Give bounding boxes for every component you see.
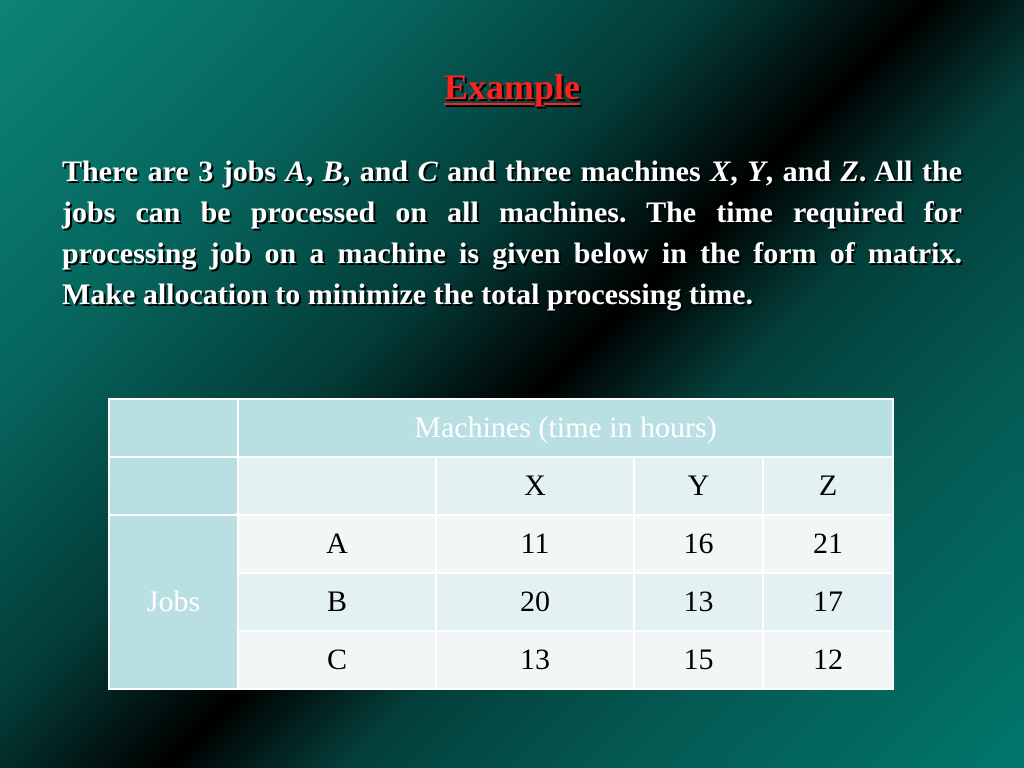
row-label-c: C (238, 631, 436, 689)
table-corner-cell (109, 399, 238, 457)
machine-y: Y (747, 155, 766, 188)
cell-c-x: 13 (436, 631, 634, 689)
row-label-a: A (238, 515, 436, 573)
cell-c-y: 15 (634, 631, 763, 689)
machine-x: X (710, 155, 731, 188)
column-header-y: Y (634, 457, 763, 515)
problem-statement (62, 151, 962, 315)
table-corner-cell-2 (109, 457, 238, 515)
table-row (109, 515, 893, 573)
column-header-x: X (436, 457, 634, 515)
para-sep-4: , and (765, 155, 841, 188)
processing-time-table (108, 398, 894, 690)
para-sep-1: , (305, 155, 323, 188)
table-header-row (109, 399, 893, 457)
cell-c-z: 12 (763, 631, 893, 689)
jobs-header: Jobs (109, 515, 238, 689)
cell-a-x: 11 (436, 515, 634, 573)
table-column-row (109, 457, 893, 515)
column-header-z: Z (763, 457, 893, 515)
para-text-2: and three machines (437, 155, 711, 188)
job-a: A (285, 155, 306, 188)
slide-title: Example (443, 67, 580, 107)
row-label-b: B (238, 573, 436, 631)
cell-b-y: 13 (634, 573, 763, 631)
machines-header: Machines (time in hours) (238, 399, 893, 457)
job-column-header (238, 457, 436, 515)
job-c: C (417, 155, 438, 188)
cell-b-z: 17 (763, 573, 893, 631)
cell-a-y: 16 (634, 515, 763, 573)
cell-b-x: 20 (436, 573, 634, 631)
para-sep-2: , and (342, 155, 418, 188)
para-text-1: There are 3 jobs (62, 155, 286, 188)
para-text-3: . All the jobs can be processed on all machines. The time required for processing job on a machine is given below in the form of matrix. Make allocation to minimize the total processing time. (62, 155, 963, 311)
para-sep-3: , (730, 155, 748, 188)
machine-z: Z (840, 155, 859, 188)
job-b: B (322, 155, 343, 188)
cell-a-z: 21 (763, 515, 893, 573)
